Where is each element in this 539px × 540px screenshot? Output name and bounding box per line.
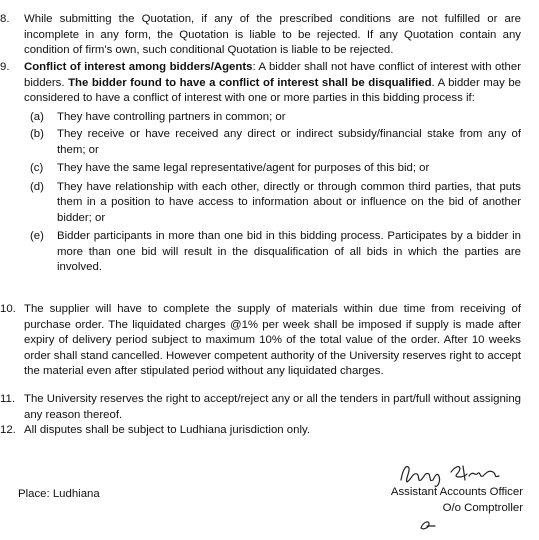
clause-number: 12. xyxy=(0,424,16,436)
clause-rest: . A bidder may be considered to have a conflict of interest with one or more parties in this bidding process if: xyxy=(24,76,521,104)
initial-mark xyxy=(417,518,439,532)
clause-9 xyxy=(0,60,521,276)
subclause-b xyxy=(30,127,521,158)
clause-12 xyxy=(0,423,521,439)
subclause-label: (e) xyxy=(30,230,44,242)
clause-11 xyxy=(0,392,522,423)
subclause-label: (b) xyxy=(30,128,44,140)
subclause-text: They have controlling partners in common; or xyxy=(57,110,286,123)
subclause-label: (c) xyxy=(30,162,44,174)
signatory-office: O/o Comptroller xyxy=(442,502,523,514)
clause-bold-sentence: The bidder found to have a conflict of interest shall be disqualified xyxy=(68,76,432,89)
clause-10 xyxy=(0,302,521,380)
clause-lead: : A bidder shall not have conflict of interest with other bidders. xyxy=(24,61,521,89)
signatory-designation: Assistant Accounts Officer xyxy=(390,486,523,498)
clause-number: 8. xyxy=(0,13,10,25)
clause-text: While submitting the Quotation, if any of the prescribed conditions are not fulfilled or are incomplete in any form, the Quotation is liable to be rejected. If any Quotation contain any condition of firm's own, such conditional Quotation is liable to be rejected. xyxy=(24,13,521,56)
clause-number: 10. xyxy=(0,303,16,315)
clause-heading: Conflict of interest among bidders/Agents xyxy=(24,61,253,73)
subclause-d xyxy=(30,180,521,227)
subclause-text: Bidder participants in more than one bid in this bidding process. Participates by a bidder in more than one bid will result in the disqualification of all bids in which the parties are involved. xyxy=(57,230,521,273)
clause-8 xyxy=(0,12,521,59)
signature-block xyxy=(353,458,523,540)
subclause-a xyxy=(30,110,521,126)
subclause-text: They receive or have received any direct or indirect subsidy/financial stake from any of them; or xyxy=(57,128,521,156)
clause-text: The supplier will have to complete the supply of materials within due time from receiving of purchase order. The liquidated charges @1% per week shall be imposed if supply is made after expiry of delivery period subject to maximum 10% of the total value of the order. After 10 weeks order shall stand cancelled. However competent authority of the University reserves right to accept the material even after stipulated period without any liquidated charges. xyxy=(24,303,521,377)
subclause-text: They have relationship with each other, directly or through common third parties, that puts them in a position to have access to information about or influence on the bid of another bidder; or xyxy=(57,180,521,224)
clause-text: The University reserves the right to accept/reject any or all the tenders in part/full without assigning any reason thereof. xyxy=(24,393,522,421)
signature-image xyxy=(393,458,513,488)
clause-text xyxy=(24,60,521,107)
clause-number: 9. xyxy=(0,61,10,73)
subclause-text: They have the same legal representative/agent for purposes of this bid; or xyxy=(57,162,430,174)
clause-number: 11. xyxy=(0,393,15,405)
subclause-label: (a) xyxy=(30,110,44,123)
clause-text: All disputes shall be subject to Ludhiana jurisdiction only. xyxy=(24,424,310,436)
place-label: Place: Ludhiana xyxy=(18,488,100,500)
subclause-label: (d) xyxy=(30,180,44,193)
subclause-e xyxy=(30,229,521,276)
subclause-c xyxy=(30,161,521,177)
